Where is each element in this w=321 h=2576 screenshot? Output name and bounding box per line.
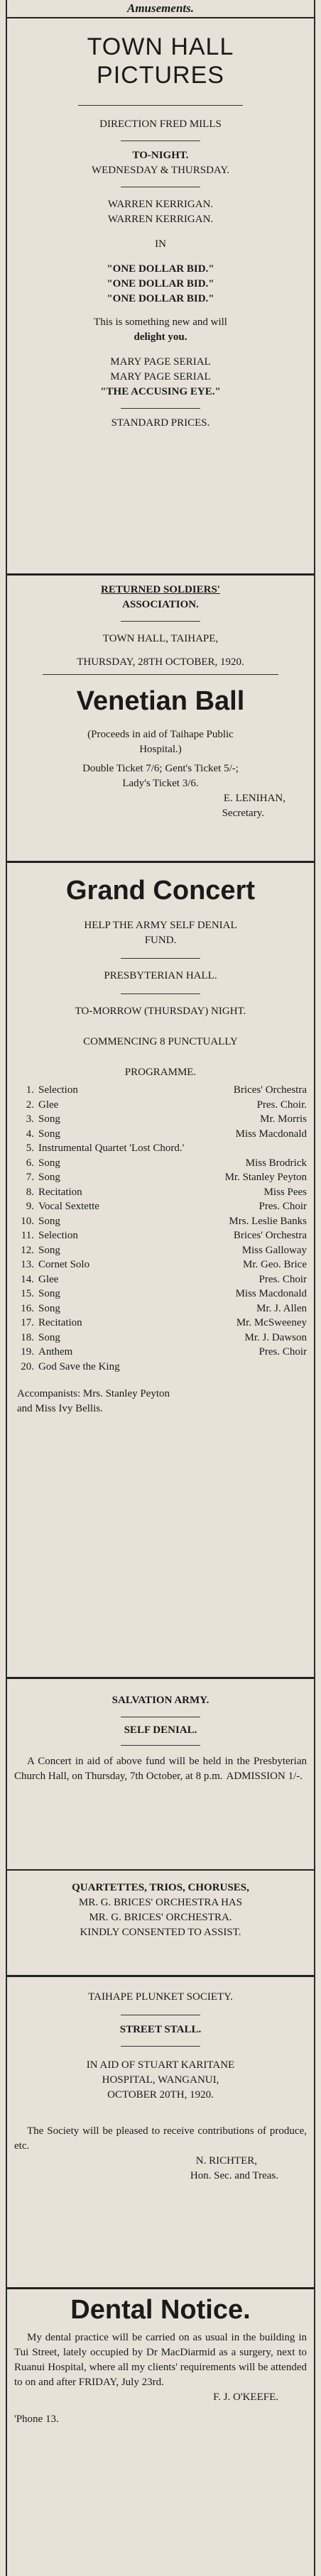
- plunket-line-3: OCTOBER 20TH, 1920.: [107, 2089, 214, 2101]
- programme-performer: Pres. Choir: [259, 1201, 307, 1212]
- programme-performer: Pres. Choir: [259, 1346, 307, 1358]
- programme-number: 19.: [21, 1346, 34, 1358]
- divider: [121, 2046, 200, 2047]
- programme-item-left: [14, 1272, 58, 1287]
- salvation-army-ad: [7, 1679, 314, 1871]
- serial-line-1: MARY PAGE SERIAL: [110, 356, 211, 368]
- proceeds-line-1: (Proceeds in aid of Taihape Public: [87, 729, 234, 740]
- dental-body: My dental practice will be carried on as usual in the building in Tui Street, lately occupied by Dr MacDiarmid as a surgery, next to Ruanui Hospital, where all my clients' requirements will be attended to on and after FRIDAY, July 23rd.: [14, 2332, 307, 2388]
- programme-number: 9.: [26, 1201, 34, 1212]
- programme-item-left: [14, 1083, 78, 1098]
- plunket-signature-title: Hon. Sec. and Treas.: [190, 2170, 278, 2181]
- programme-item: Song: [38, 1157, 60, 1169]
- orchestra-ad: [7, 1871, 314, 1977]
- programme-number: 17.: [21, 1317, 34, 1328]
- film-line-2: "ONE DOLLAR BID.": [107, 278, 214, 290]
- town-hall-pictures-ad: [7, 18, 314, 576]
- programme-item: Song: [38, 1244, 60, 1256]
- programme-item: Instrumental Quartet 'Lost Chord.': [38, 1143, 185, 1154]
- programme-row: [14, 1127, 307, 1142]
- programme-number: 13.: [21, 1259, 34, 1270]
- programme-row: [14, 1243, 307, 1258]
- programme-performer: Mr. McSweeney: [236, 1317, 307, 1328]
- star-line-2: WARREN KERRIGAN.: [107, 214, 214, 225]
- plunket-body: The Society will be pleased to receive contributions of produce, etc.: [14, 2125, 307, 2152]
- venetian-ball-ad: [7, 576, 314, 863]
- programme-item-left: [14, 1301, 60, 1316]
- dental-title: Dental Notice.: [70, 2295, 251, 2325]
- salvation-title: SALVATION ARMY.: [111, 1695, 210, 1706]
- programme-number: 15.: [21, 1288, 34, 1299]
- programme-item-left: [14, 1214, 60, 1229]
- programme-item: Cornet Solo: [38, 1259, 90, 1270]
- programme-row: [14, 1301, 307, 1316]
- orchestra-line-1: QUARTETTES, TRIOS, CHORUSES,: [72, 1882, 249, 1893]
- programme-performer: Pres. Choir: [259, 1273, 307, 1285]
- programme-performer: Brices' Orchestra: [233, 1084, 307, 1096]
- programme-item-left: [14, 1170, 60, 1185]
- programme-item-left: [14, 1127, 60, 1142]
- divider: [121, 408, 200, 409]
- divider: [121, 958, 200, 959]
- plunket-title: TAIHAPE PLUNKET SOCIETY.: [88, 1991, 233, 2003]
- programme-number: 4.: [26, 1128, 34, 1140]
- plunket-subtitle: STREET STALL.: [119, 2024, 202, 2035]
- programme-performer: Mr. Morris: [260, 1113, 307, 1125]
- plunket-society-ad: [7, 1977, 314, 2289]
- programme-row: [14, 1141, 307, 1156]
- programme-item: Song: [38, 1302, 60, 1314]
- signature-title: Secretary.: [222, 808, 264, 819]
- programme-heading: PROGRAMME.: [124, 1067, 197, 1078]
- orchestra-line-4: KINDLY CONSENTED TO ASSIST.: [80, 1927, 241, 1938]
- programme-row: [14, 1360, 307, 1375]
- programme-row: [14, 1214, 307, 1229]
- programme-number: 11.: [21, 1230, 34, 1241]
- divider: [78, 105, 243, 106]
- programme-item: Selection: [38, 1230, 78, 1241]
- programme-item: Selection: [38, 1084, 78, 1096]
- programme-number: 18.: [21, 1331, 34, 1343]
- programme-item: Anthem: [38, 1346, 73, 1358]
- plunket-line-1: IN AID OF STUART KARITANE: [86, 2059, 235, 2071]
- salvation-admission: ADMISSION 1/-.: [226, 1771, 303, 1782]
- concert-title: Grand Concert: [65, 876, 256, 906]
- salvation-subtitle: SELF DENIAL.: [124, 1724, 197, 1736]
- rsa-title-line1: RETURNED SOLDIERS': [101, 584, 220, 595]
- programme-performer: Miss Macdonald: [235, 1288, 307, 1299]
- programme-number: 16.: [21, 1302, 34, 1314]
- programme-row: [14, 1272, 307, 1287]
- help-line-2: FUND.: [144, 935, 177, 946]
- programme-number: 3.: [26, 1113, 34, 1125]
- programme-number: 20.: [21, 1360, 34, 1372]
- programme-item: Song: [38, 1215, 60, 1227]
- programme-row: [14, 1257, 307, 1272]
- programme-performer: Miss Macdonald: [235, 1128, 307, 1140]
- programme-number: 7.: [26, 1172, 34, 1183]
- programme-item-left: [14, 1257, 89, 1272]
- rsa-title-line2: ASSOCIATION.: [122, 599, 199, 610]
- tickets-line-1: Double Ticket 7/6; Gent's Ticket 5/-;: [82, 763, 239, 774]
- serial-title: "THE ACCUSING EYE.": [100, 386, 221, 397]
- programme-item: God Save the King: [38, 1360, 120, 1372]
- programme-performer: Mr. J. Allen: [256, 1302, 307, 1314]
- film-line-3: "ONE DOLLAR BID.": [107, 293, 214, 304]
- tonight-line: TO-NIGHT.: [132, 150, 189, 161]
- programme-list: [14, 1083, 307, 1374]
- divider: [43, 674, 278, 675]
- signature-name: E. LENIHAN,: [223, 793, 285, 804]
- programme-item-left: [14, 1185, 82, 1200]
- programme-row: [14, 1098, 307, 1113]
- star-line-1: WARREN KERRIGAN.: [107, 199, 214, 210]
- programme-item-left: [14, 1345, 72, 1360]
- programme-item: Song: [38, 1172, 60, 1183]
- programme-performer: Miss Brodrick: [245, 1157, 307, 1169]
- programme-row: [14, 1331, 307, 1345]
- advert-column: [6, 0, 315, 2576]
- programme-number: 2.: [26, 1099, 34, 1111]
- note-line-2: delight you.: [134, 331, 187, 343]
- programme-number: 14.: [21, 1273, 34, 1285]
- programme-item: Recitation: [38, 1317, 82, 1328]
- programme-item: Song: [38, 1113, 60, 1125]
- divider: [121, 993, 200, 994]
- programme-row: [14, 1287, 307, 1301]
- programme-item-left: [14, 1199, 99, 1214]
- programme-number: 10.: [21, 1215, 34, 1227]
- accompanists-line-2: and Miss Ivy Bellis.: [17, 1403, 103, 1414]
- programme-item: Vocal Sextette: [38, 1201, 99, 1212]
- concert-venue: PRESBYTERIAN HALL.: [104, 970, 217, 981]
- programme-performer: Mrs. Leslie Banks: [229, 1215, 307, 1227]
- programme-item: Glee: [38, 1099, 59, 1111]
- dental-notice-ad: [7, 2289, 314, 2427]
- divider: [121, 621, 200, 622]
- programme-row: [14, 1185, 307, 1200]
- programme-number: 12.: [21, 1244, 34, 1256]
- programme-number: 1.: [26, 1084, 34, 1096]
- programme-row: [14, 1228, 307, 1243]
- tickets-line-2: Lady's Ticket 3/6.: [122, 778, 199, 789]
- programme-performer: Mr. Stanley Peyton: [224, 1172, 307, 1183]
- programme-performer: Miss Galloway: [241, 1244, 307, 1256]
- plunket-signature-name: N. RICHTER,: [195, 2155, 257, 2167]
- programme-item: Song: [38, 1288, 60, 1299]
- salvation-body: A Concert in aid of above fund will be held in the Presbyterian Church Hall, on Thursday, 7th October, at 8 p.m.: [14, 1756, 307, 1782]
- programme-row: [14, 1170, 307, 1185]
- programme-row: [14, 1199, 307, 1214]
- direction-line: DIRECTION FRED MILLS: [99, 119, 222, 130]
- programme-item: Glee: [38, 1273, 59, 1285]
- programme-item-left: [14, 1316, 82, 1331]
- accompanists-line-1: Accompanists: Mrs. Stanley Peyton: [17, 1388, 170, 1399]
- concert-when: TO-MORROW (THURSDAY) NIGHT.: [75, 1006, 246, 1017]
- plunket-line-2: HOSPITAL, WANGANUI,: [102, 2074, 219, 2086]
- programme-row: [14, 1083, 307, 1098]
- programme-item-left: [14, 1156, 60, 1171]
- programme-number: 5.: [26, 1143, 34, 1154]
- programme-item-left: [14, 1287, 60, 1301]
- divider: [121, 1745, 200, 1746]
- dental-signature: F. J. O'KEEFE.: [213, 2391, 278, 2403]
- ad-title-line2: PICTURES: [97, 62, 224, 89]
- programme-performer: Miss Pees: [263, 1186, 307, 1198]
- dental-phone: 'Phone 13.: [14, 2413, 59, 2425]
- programme-row: [14, 1112, 307, 1127]
- days-line: WEDNESDAY & THURSDAY.: [91, 165, 230, 176]
- programme-item-left: [14, 1228, 78, 1243]
- concert-time: COMMENCING 8 PUNCTUALLY: [83, 1036, 238, 1047]
- programme-row: [14, 1345, 307, 1360]
- programme-performer: Mr. J. Dawson: [244, 1331, 307, 1343]
- programme-row: [14, 1316, 307, 1331]
- rsa-date: THURSDAY, 28TH OCTOBER, 1920.: [77, 656, 244, 668]
- event-title: Venetian Ball: [76, 686, 245, 716]
- proceeds-line-2: Hospital.): [139, 744, 182, 755]
- prices-line: STANDARD PRICES.: [111, 417, 210, 429]
- programme-number: 8.: [26, 1186, 34, 1198]
- programme-performer: Mr. Geo. Brice: [243, 1259, 307, 1270]
- programme-performer: Pres. Choir.: [256, 1099, 307, 1111]
- ad-title-line1: TOWN HALL: [87, 33, 234, 60]
- in-line: IN: [155, 238, 166, 250]
- orchestra-line-2: MR. G. BRICES' ORCHESTRA HAS: [78, 1897, 243, 1908]
- serial-line-2: MARY PAGE SERIAL: [110, 371, 211, 382]
- programme-item-left: [14, 1360, 120, 1375]
- help-line-1: HELP THE ARMY SELF DENIAL: [84, 920, 237, 931]
- orchestra-line-3: MR. G. BRICES' ORCHESTRA.: [89, 1912, 232, 1923]
- programme-item-left: [14, 1112, 60, 1127]
- programme-number: 6.: [26, 1157, 34, 1169]
- programme-row: [14, 1156, 307, 1171]
- programme-item-left: [14, 1141, 184, 1156]
- note-line-1: This is something new and will: [94, 317, 227, 328]
- programme-item: Song: [38, 1128, 60, 1140]
- section-header: Amusements.: [7, 0, 314, 18]
- grand-concert-ad: [7, 863, 314, 1679]
- programme-item-left: [14, 1243, 60, 1258]
- programme-item-left: [14, 1098, 58, 1113]
- programme-performer: Brices' Orchestra: [233, 1230, 307, 1241]
- programme-item: Song: [38, 1331, 60, 1343]
- programme-item-left: [14, 1331, 60, 1345]
- programme-item: Recitation: [38, 1186, 82, 1198]
- film-line-1: "ONE DOLLAR BID.": [107, 263, 214, 275]
- rsa-venue: TOWN HALL, TAIHAPE,: [102, 633, 219, 644]
